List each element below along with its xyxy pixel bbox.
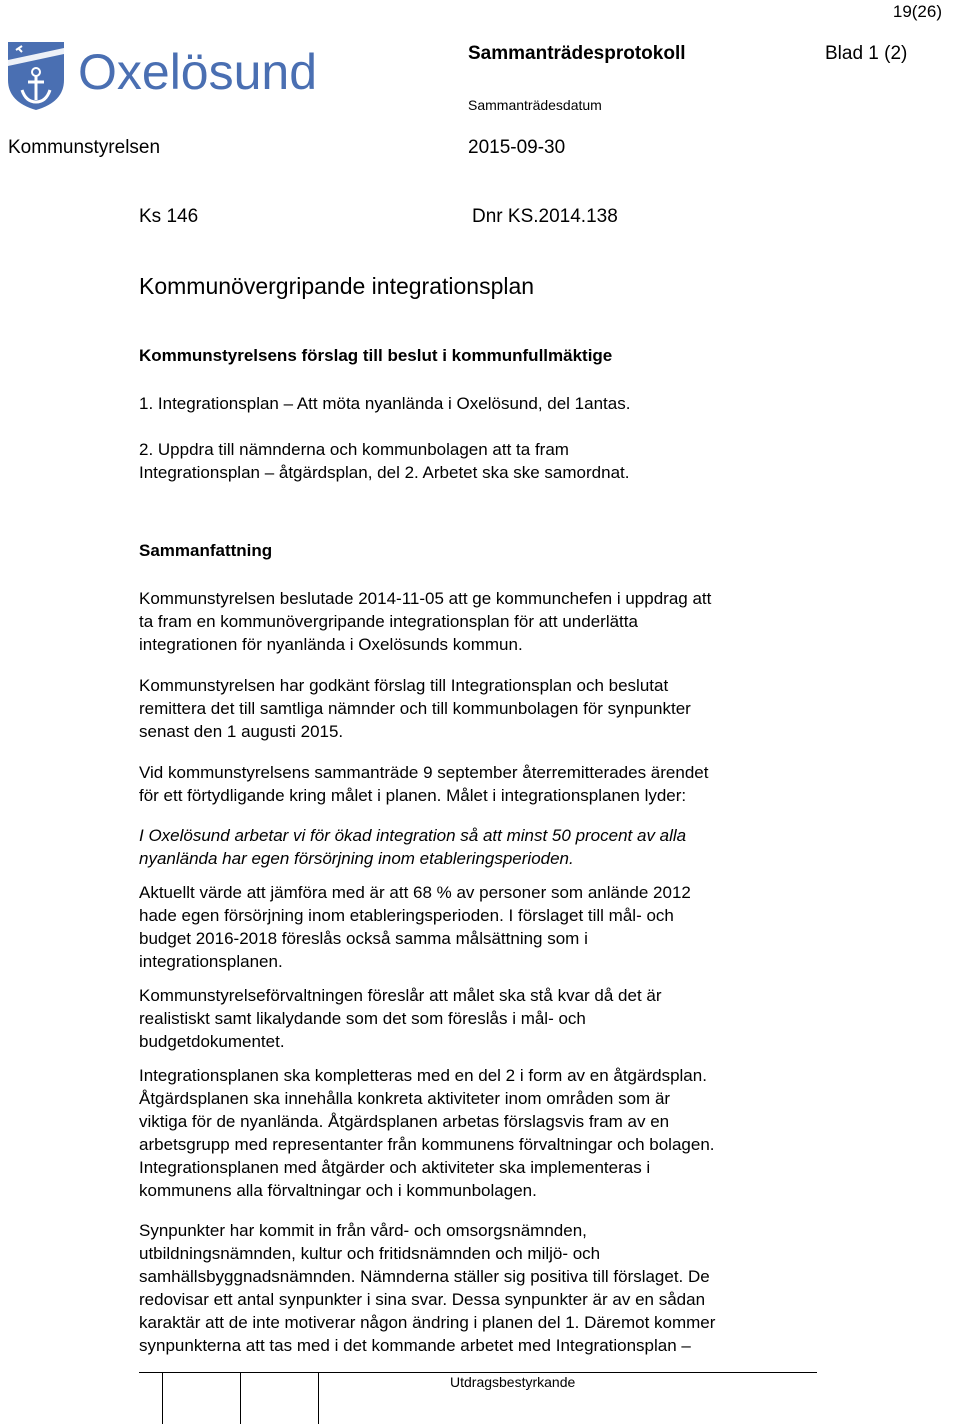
summary-line: redovisar ett antal synpunkter i sina svar. Dessa synpunkter är av en sådan xyxy=(139,1290,706,1309)
summary-line: Synpunkter har kommit in från vård- och omsorgsnämnden, xyxy=(139,1221,587,1240)
summary-line: remittera det till samtliga nämnder och till kommunbolagen för synpunkter xyxy=(139,699,691,718)
goal-quote-line: nyanlända har egen försörjning inom etableringsperioden. xyxy=(139,849,574,868)
anchor-shield-icon xyxy=(6,40,66,112)
summary-line: realistiskt samt likalydande som det som föreslås i mål- och xyxy=(139,1009,586,1028)
summary-line: kommunens alla förvaltningar och i kommunbolagen. xyxy=(139,1181,537,1200)
proposal-line: Integrationsplan – åtgärdsplan, del 2. Arbetet ska ske samordnat. xyxy=(139,463,630,482)
summary-line: synpunkterna att tas med i det kommande arbetet med Integrationsplan – xyxy=(139,1336,691,1355)
signature-box-divider xyxy=(240,1372,241,1424)
proposal-heading: Kommunstyrelsens förslag till beslut i kommunfullmäktige xyxy=(139,346,613,365)
summary-line: karaktär att de inte motiverar någon ändring i planen del 1. Däremot kommer xyxy=(139,1313,716,1332)
committee-name: Kommunstyrelsen xyxy=(8,137,161,158)
summary-line: Kommunstyrelseförvaltningen föreslår att målet ska stå kvar då det är xyxy=(139,986,662,1005)
date-label: Sammanträdesdatum xyxy=(468,97,602,113)
summary-line: integrationen för nyanlända i Oxelösunds kommun. xyxy=(139,635,523,654)
oxelosund-logo xyxy=(6,40,318,112)
registration-number: Dnr KS.2014.138 xyxy=(472,206,618,227)
page-title: Kommunövergripande integrationsplan xyxy=(139,273,535,299)
summary-line: Aktuellt värde att jämföra med är att 68 % av personer som anlände 2012 xyxy=(139,883,691,902)
summary-line: utbildningsnämnden, kultur och fritidsnämnden och miljö- och xyxy=(139,1244,601,1263)
summary-line: viktiga för de nyanlända. Åtgärdsplanen arbetas förslagsvis fram av en xyxy=(139,1112,670,1131)
summary-line: Kommunstyrelsen har godkänt förslag till Integrationsplan och beslutat xyxy=(139,676,669,695)
proposal-line: 1. Integrationsplan – Att möta nyanlända i Oxelösund, del 1antas. xyxy=(139,394,631,413)
summary-line: för ett förtydligande kring målet i planen. Målet i integrationsplanen lyder: xyxy=(139,786,687,805)
summary-line: budgetdokumentet. xyxy=(139,1032,285,1051)
case-number: Ks 146 xyxy=(139,206,199,227)
summary-line: hade egen försörjning inom etableringsperioden. I förslaget till mål- och xyxy=(139,906,674,925)
summary-line: arbetsgrupp med representanter från kommunens förvaltningar och bolagen. xyxy=(139,1135,715,1154)
summary-line: ta fram en kommunövergripande integrationsplan för att underlätta xyxy=(139,612,638,631)
summary-line: budget 2016-2018 föreslås också samma målsättning som i xyxy=(139,929,588,948)
summary-line: integrationsplanen. xyxy=(139,952,283,971)
meeting-date: 2015-09-30 xyxy=(468,137,566,158)
proposal-line: 2. Uppdra till nämnderna och kommunbolagen att ta fram xyxy=(139,440,569,459)
summary-heading: Sammanfattning xyxy=(139,541,273,560)
summary-line: Kommunstyrelsen beslutade 2014-11-05 att ge kommunchefen i uppdrag att xyxy=(139,589,712,608)
document-type: Sammanträdesprotokoll xyxy=(468,43,686,64)
summary-line: Åtgärdsplanen ska innehålla konkreta aktiviteter inom områden som är xyxy=(139,1089,671,1108)
summary-line: Integrationsplanen ska kompletteras med en del 2 i form av en åtgärdsplan. xyxy=(139,1066,707,1085)
logo-wordmark: Oxelösund xyxy=(78,44,318,100)
summary-line: samhällsbyggnadsnämnden. Nämnderna ställer sig positiva till förslaget. De xyxy=(139,1267,710,1286)
summary-line: Integrationsplanen med åtgärder och aktiviteter ska implementeras i xyxy=(139,1158,651,1177)
summary-line: senast den 1 augusti 2015. xyxy=(139,722,344,741)
signature-box-divider xyxy=(162,1372,163,1424)
goal-quote-line: I Oxelösund arbetar vi för ökad integration så att minst 50 procent av alla xyxy=(139,826,687,845)
summary-line: Vid kommunstyrelsens sammanträde 9 september återremitterades ärendet xyxy=(139,763,709,782)
page-number: 19(26) xyxy=(892,2,942,21)
signature-box-divider xyxy=(318,1372,319,1424)
extract-certification-label: Utdragsbestyrkande xyxy=(450,1374,576,1390)
sheet-number: Blad 1 (2) xyxy=(825,43,908,64)
